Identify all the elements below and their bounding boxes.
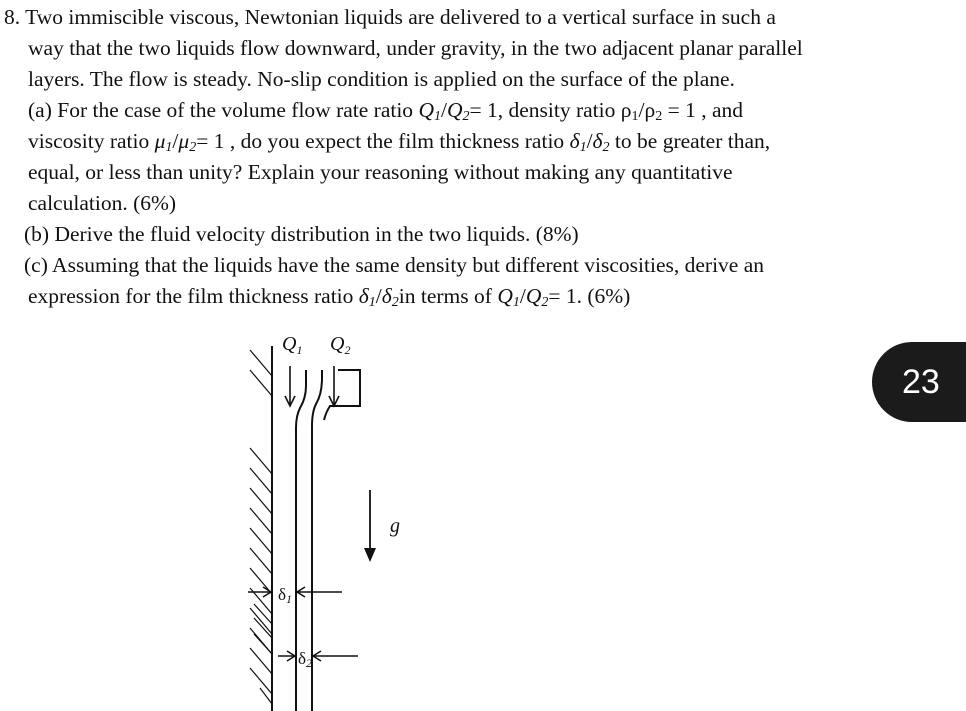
intro-line-2: way that the two liquids flow downward, under gravity, in the two adjacent planar parallel (28, 36, 803, 60)
part-a-line-2: viscosity ratio $\mu_1/\mu_2= 1$ , do you expect the film thickness ratio $\delta_1/\delta_2$ to be greater than, (28, 129, 771, 155)
inlet-box (324, 370, 360, 420)
q1-label: $Q_1$ (282, 333, 303, 357)
q2-label: $Q_2$ (330, 333, 351, 357)
delta1-label: δ1 (278, 585, 293, 606)
film-flow-figure (230, 318, 410, 711)
part-c-line-1: (c) Assuming that the liquids have the same density but different viscosities, derive an (24, 253, 764, 277)
intro-line-3: layers. The flow is steady. No-slip condition is applied on the surface of the plane. (28, 67, 735, 91)
wall-hatching (250, 350, 272, 704)
page-number: 23 (902, 362, 940, 401)
page-number-badge[interactable] (872, 342, 966, 422)
delta2-label: δ2 (298, 649, 313, 670)
part-a-line-4: calculation. (6%) (28, 191, 177, 215)
part-a-line-1: (a) For the case of the volume flow rate ratio $Q_1/Q_2= 1$, density ratio $\rho_1/\rho_2 = 1$ , and (28, 98, 743, 124)
problem-number: 8. (4, 5, 21, 29)
part-b: (b) Derive the fluid velocity distribution in the two liquids. (8%) (24, 222, 579, 246)
intro-line-1: 8. Two immiscible viscous, Newtonian liquids are delivered to a vertical surface in such a (4, 5, 776, 29)
part-a-line-3: equal, or less than unity? Explain your reasoning without making any quantitative (28, 160, 733, 184)
problem-8 (4, 2, 954, 312)
film-flow-diagram (230, 318, 410, 711)
part-c-line-2: expression for the film thickness ratio $\delta_1/\delta_2in$ terms of $Q_1/Q_2= 1$. (6%) (28, 284, 631, 310)
gravity-label: g (390, 515, 400, 537)
